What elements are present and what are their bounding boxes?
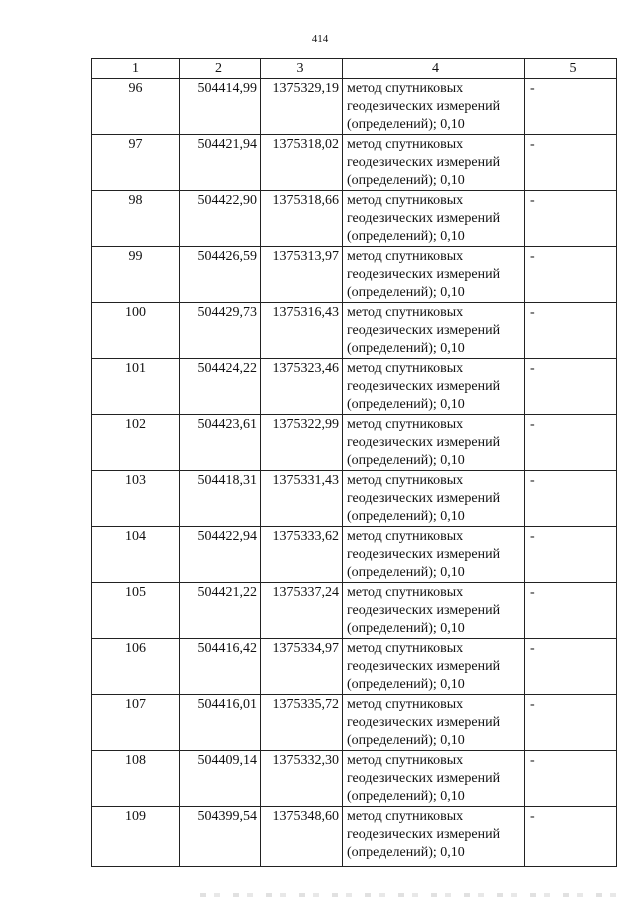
scan-artifact-line <box>200 893 620 897</box>
coordinate-y: 1375318,66 <box>261 191 343 247</box>
column-header-1: 1 <box>92 59 180 79</box>
point-number: 105 <box>92 583 180 639</box>
page-number: 414 <box>311 33 329 45</box>
note-cell: - <box>525 527 617 583</box>
point-number: 98 <box>92 191 180 247</box>
point-number: 109 <box>92 807 180 867</box>
point-number: 100 <box>92 303 180 359</box>
note-cell: - <box>525 471 617 527</box>
coordinate-y: 1375318,02 <box>261 135 343 191</box>
column-header-4: 4 <box>343 59 525 79</box>
note-cell: - <box>525 303 617 359</box>
coordinate-y: 1375323,46 <box>261 359 343 415</box>
measurement-method: метод спутниковых геодезических измерений (определений); 0,10 <box>343 807 525 867</box>
measurement-method: метод спутниковых геодезических измерений (определений); 0,10 <box>343 247 525 303</box>
coordinate-x: 504426,59 <box>180 247 261 303</box>
coordinate-x: 504416,42 <box>180 639 261 695</box>
point-number: 106 <box>92 639 180 695</box>
note-cell: - <box>525 191 617 247</box>
table-row <box>92 751 617 807</box>
coordinate-y: 1375337,24 <box>261 583 343 639</box>
coordinate-x: 504422,94 <box>180 527 261 583</box>
table-row <box>92 471 617 527</box>
table-row <box>92 79 617 135</box>
coordinate-x: 504423,61 <box>180 415 261 471</box>
coordinate-y: 1375322,99 <box>261 415 343 471</box>
measurement-method: метод спутниковых геодезических измерений (определений); 0,10 <box>343 695 525 751</box>
table-row <box>92 359 617 415</box>
measurement-method: метод спутниковых геодезических измерений (определений); 0,10 <box>343 583 525 639</box>
table-row <box>92 415 617 471</box>
measurement-method: метод спутниковых геодезических измерений (определений); 0,10 <box>343 527 525 583</box>
coordinate-y: 1375329,19 <box>261 79 343 135</box>
coordinate-y: 1375348,60 <box>261 807 343 867</box>
point-number: 108 <box>92 751 180 807</box>
table-row <box>92 247 617 303</box>
coordinate-y: 1375333,62 <box>261 527 343 583</box>
table-body <box>92 79 617 867</box>
table-row <box>92 695 617 751</box>
table-row <box>92 303 617 359</box>
measurement-method: метод спутниковых геодезических измерений (определений); 0,10 <box>343 415 525 471</box>
coordinate-x: 504429,73 <box>180 303 261 359</box>
note-cell: - <box>525 807 617 867</box>
table-row <box>92 583 617 639</box>
coordinate-x: 504421,22 <box>180 583 261 639</box>
table-row <box>92 527 617 583</box>
coordinate-x: 504424,22 <box>180 359 261 415</box>
note-cell: - <box>525 583 617 639</box>
measurement-method: метод спутниковых геодезических измерений (определений); 0,10 <box>343 79 525 135</box>
note-cell: - <box>525 639 617 695</box>
coordinate-y: 1375335,72 <box>261 695 343 751</box>
header-row <box>92 59 617 79</box>
point-number: 101 <box>92 359 180 415</box>
coordinate-x: 504399,54 <box>180 807 261 867</box>
table-row <box>92 639 617 695</box>
note-cell: - <box>525 359 617 415</box>
coordinate-x: 504414,99 <box>180 79 261 135</box>
point-number: 99 <box>92 247 180 303</box>
note-cell: - <box>525 135 617 191</box>
coordinate-y: 1375313,97 <box>261 247 343 303</box>
note-cell: - <box>525 247 617 303</box>
measurement-method: метод спутниковых геодезических измерений (определений); 0,10 <box>343 471 525 527</box>
coordinate-y: 1375316,43 <box>261 303 343 359</box>
note-cell: - <box>525 751 617 807</box>
point-number: 103 <box>92 471 180 527</box>
coordinate-x: 504422,90 <box>180 191 261 247</box>
measurement-method: метод спутниковых геодезических измерений (определений); 0,10 <box>343 751 525 807</box>
coordinate-x: 504416,01 <box>180 695 261 751</box>
point-number: 102 <box>92 415 180 471</box>
measurement-method: метод спутниковых геодезических измерений (определений); 0,10 <box>343 359 525 415</box>
column-header-2: 2 <box>180 59 261 79</box>
note-cell: - <box>525 415 617 471</box>
coordinate-x: 504409,14 <box>180 751 261 807</box>
point-number: 97 <box>92 135 180 191</box>
coordinate-x: 504421,94 <box>180 135 261 191</box>
table-row <box>92 135 617 191</box>
table-header <box>92 59 617 79</box>
point-number: 104 <box>92 527 180 583</box>
coordinate-y: 1375332,30 <box>261 751 343 807</box>
table-row <box>92 807 617 867</box>
measurement-method: метод спутниковых геодезических измерений (определений); 0,10 <box>343 135 525 191</box>
column-header-5: 5 <box>525 59 617 79</box>
point-number: 96 <box>92 79 180 135</box>
coordinate-x: 504418,31 <box>180 471 261 527</box>
coordinates-table <box>91 58 617 867</box>
point-number: 107 <box>92 695 180 751</box>
table-row <box>92 191 617 247</box>
measurement-method: метод спутниковых геодезических измерений (определений); 0,10 <box>343 639 525 695</box>
measurement-method: метод спутниковых геодезических измерений (определений); 0,10 <box>343 303 525 359</box>
coordinate-y: 1375334,97 <box>261 639 343 695</box>
note-cell: - <box>525 79 617 135</box>
measurement-method: метод спутниковых геодезических измерений (определений); 0,10 <box>343 191 525 247</box>
column-header-3: 3 <box>261 59 343 79</box>
note-cell: - <box>525 695 617 751</box>
coordinate-y: 1375331,43 <box>261 471 343 527</box>
